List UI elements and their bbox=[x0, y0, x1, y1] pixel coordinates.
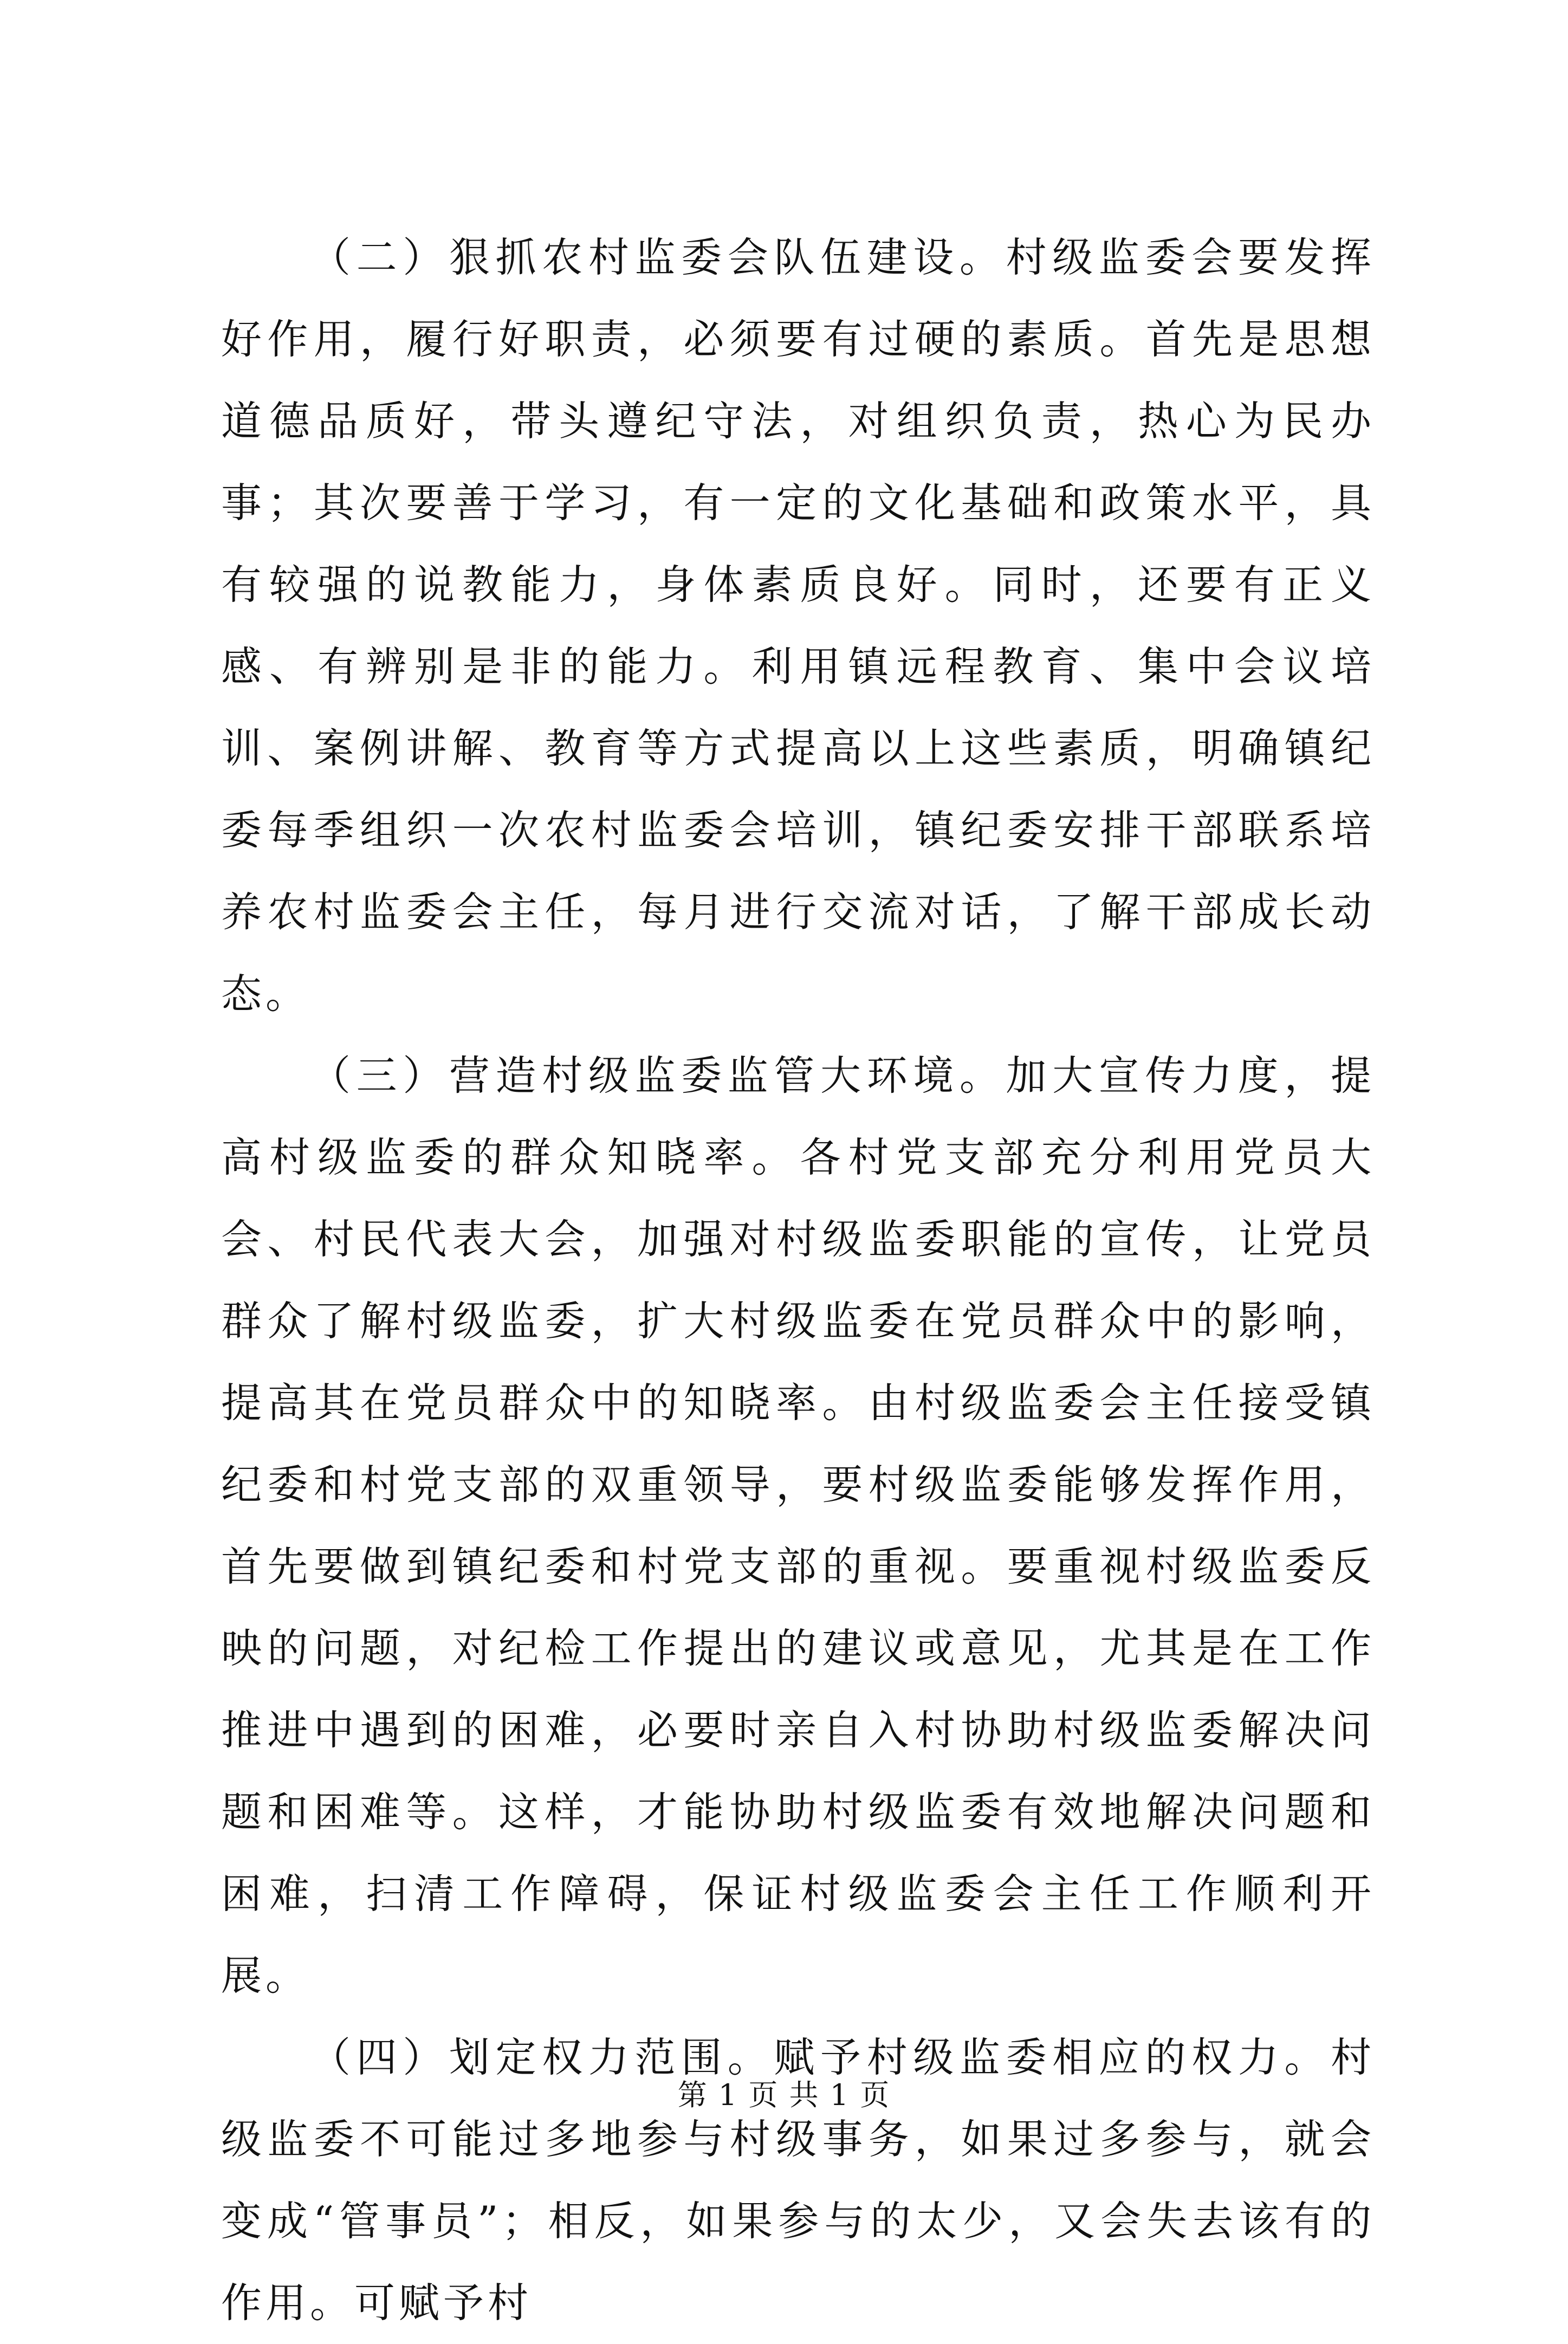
paragraph-power-scope: （四）划定权力范围。赋予村级监委相应的权力。村级监委不可能过多地参与村级事务，如果过多参与，就会变成“管事员”；相反，如果参与的太少，又会失去该有的作用。可赋予村 bbox=[221, 2034, 1375, 2327]
paragraph-team-building: （二）狠抓农村监委会队伍建设。村级监委会要发挥好作用，履行好职责，必须要有过硬的素质。首先是思想道德品质好，带头遵纪守法，对组织负责，热心为民办事；其次要善于学习，有一定的文化基础和政策水平，具有较强的说教能力，身体素质良好。同时，还要有正义感、有辨别是非的能力。利用镇远程教育、集中会议培训、案例讲解、教育等方式提高以上这些素质，明确镇纪委每季组织一次农村监委会培训，镇纪委安排干部联系培养农村监委会主任，每月进行交流对话，了解干部成长动态。 bbox=[221, 234, 1375, 1018]
page-number-footer: 第 1 页 共 1 页 bbox=[677, 2078, 891, 2112]
paragraph-supervision-environment: （三）营造村级监委监管大环境。加大宣传力度，提高村级监委的群众知晓率。各村党支部充分利用党员大会、村民代表大会，加强对村级监委职能的宣传，让党员群众了解村级监委，扩大村级监委在党员群众中的影响，提高其在党员群众中的知晓率。由村级监委会主任接受镇纪委和村党支部的双重领导，要村级监委能够发挥作用，首先要做到镇纪委和村党支部的重视。要重视村级监委反映的问题，对纪检工作提出的建议或意见，尤其是在工作推进中遇到的困难，必要时亲自入村协助村级监委解决问题和困难等。这样，才能协助村级监委有效地解决问题和困难，扫清工作障碍，保证村级监委会主任工作顺利开展。 bbox=[221, 1052, 1375, 1999]
document-body bbox=[221, 217, 1375, 2344]
